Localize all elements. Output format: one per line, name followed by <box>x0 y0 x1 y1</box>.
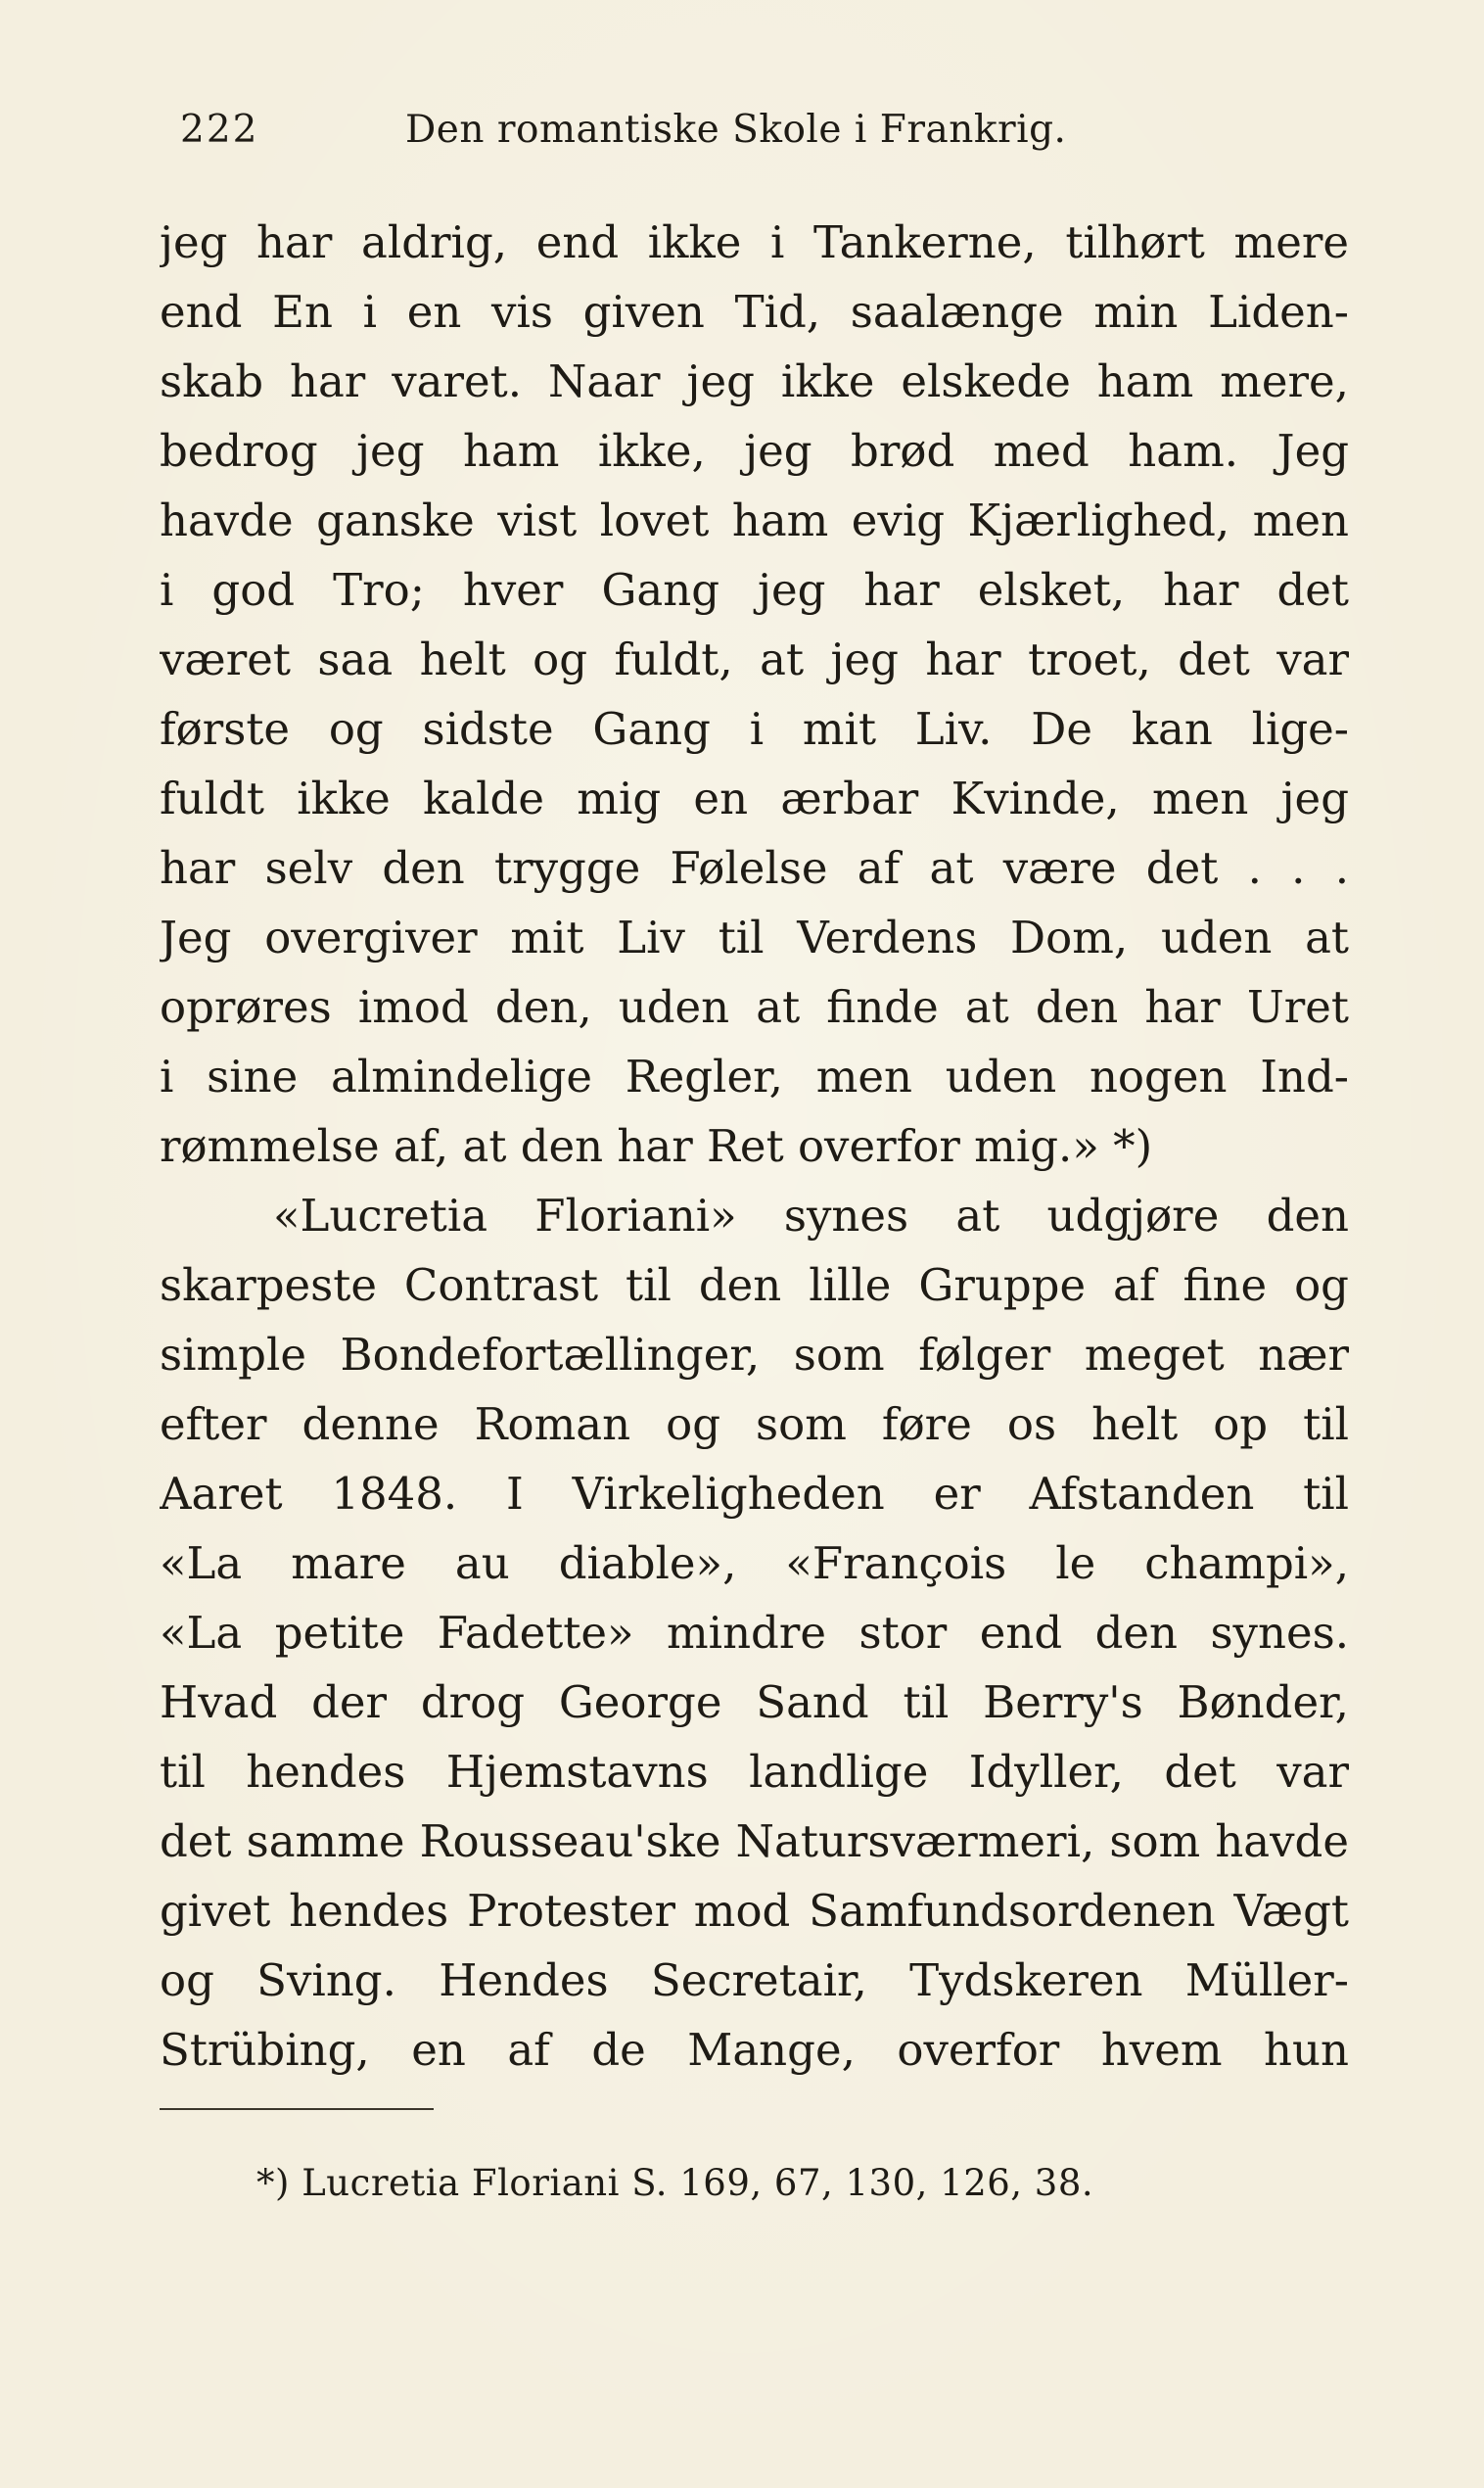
text-line: og Sving. Hendes Secretair, Tydskeren Müller- <box>160 1954 1349 2006</box>
text-line: det samme Rousseau'ske Natursværmeri, som havde <box>160 1815 1349 1867</box>
text-line: første og sidste Gang i mit Liv. De kan lige- <box>160 703 1349 755</box>
text-line: Hvad der drog George Sand til Berry's Bønder, <box>160 1676 1349 1728</box>
text-line: givet hendes Protester mod Samfundsordenen Vægt <box>160 1885 1349 1937</box>
text-line: oprøres imod den, uden at finde at den har Uret <box>160 981 1349 1033</box>
text-line: bedrog jeg ham ikke, jeg brød med ham. Jeg <box>160 425 1349 477</box>
text-line: fuldt ikke kalde mig en ærbar Kvinde, men jeg <box>160 773 1349 824</box>
footnote: *) Lucretia Floriani S. 169, 67, 130, 126, 38. <box>256 2162 1094 2204</box>
footnote-divider <box>160 2108 434 2110</box>
text-line: jeg har aldrig, end ikke i Tankerne, tilhørt mere <box>160 216 1349 268</box>
text-line: Strübing, en af de Mange, overfor hvem hun <box>160 2024 1349 2076</box>
page-number: 222 <box>180 108 259 152</box>
text-line: rømmelse af, at den har Ret overfor mig.» *) <box>160 1120 1153 1172</box>
text-line: i god Tro; hver Gang jeg har elsket, har det <box>160 564 1349 616</box>
text-line: har selv den trygge Følelse af at være det . . . <box>160 842 1349 894</box>
text-line: Aaret 1848. I Virkeligheden er Afstanden til <box>160 1468 1349 1520</box>
text-line: efter denne Roman og som føre os helt op til <box>160 1398 1349 1450</box>
text-line: «Lucretia Floriani» synes at udgjøre den <box>273 1190 1349 1242</box>
text-line: «La petite Fadette» mindre stor end den synes. <box>160 1607 1349 1659</box>
text-line: Jeg overgiver mit Liv til Verdens Dom, uden at <box>160 912 1349 963</box>
text-line: været saa helt og fuldt, at jeg har troet, det var <box>160 634 1349 685</box>
text-line: havde ganske vist lovet ham evig Kjærlighed, men <box>160 494 1349 546</box>
text-line: i sine almindelige Regler, men uden nogen Ind- <box>160 1051 1349 1103</box>
body-text <box>160 208 1349 2085</box>
text-line: skab har varet. Naar jeg ikke elskede ham mere, <box>160 355 1349 407</box>
text-line: end En i en vis given Tid, saalænge min Liden- <box>160 286 1349 338</box>
text-line: simple Bondefortællinger, som følger meget nær <box>160 1329 1349 1381</box>
text-line: til hendes Hjemstavns landlige Idyller, det var <box>160 1746 1349 1798</box>
running-title: Den romantiske Skole i Frankrig. <box>405 108 1067 152</box>
page-header <box>180 101 1355 160</box>
text-line: «La mare au diable», «François le champi», <box>160 1537 1349 1589</box>
text-line: skarpeste Contrast til den lille Gruppe af fine og <box>160 1259 1349 1311</box>
